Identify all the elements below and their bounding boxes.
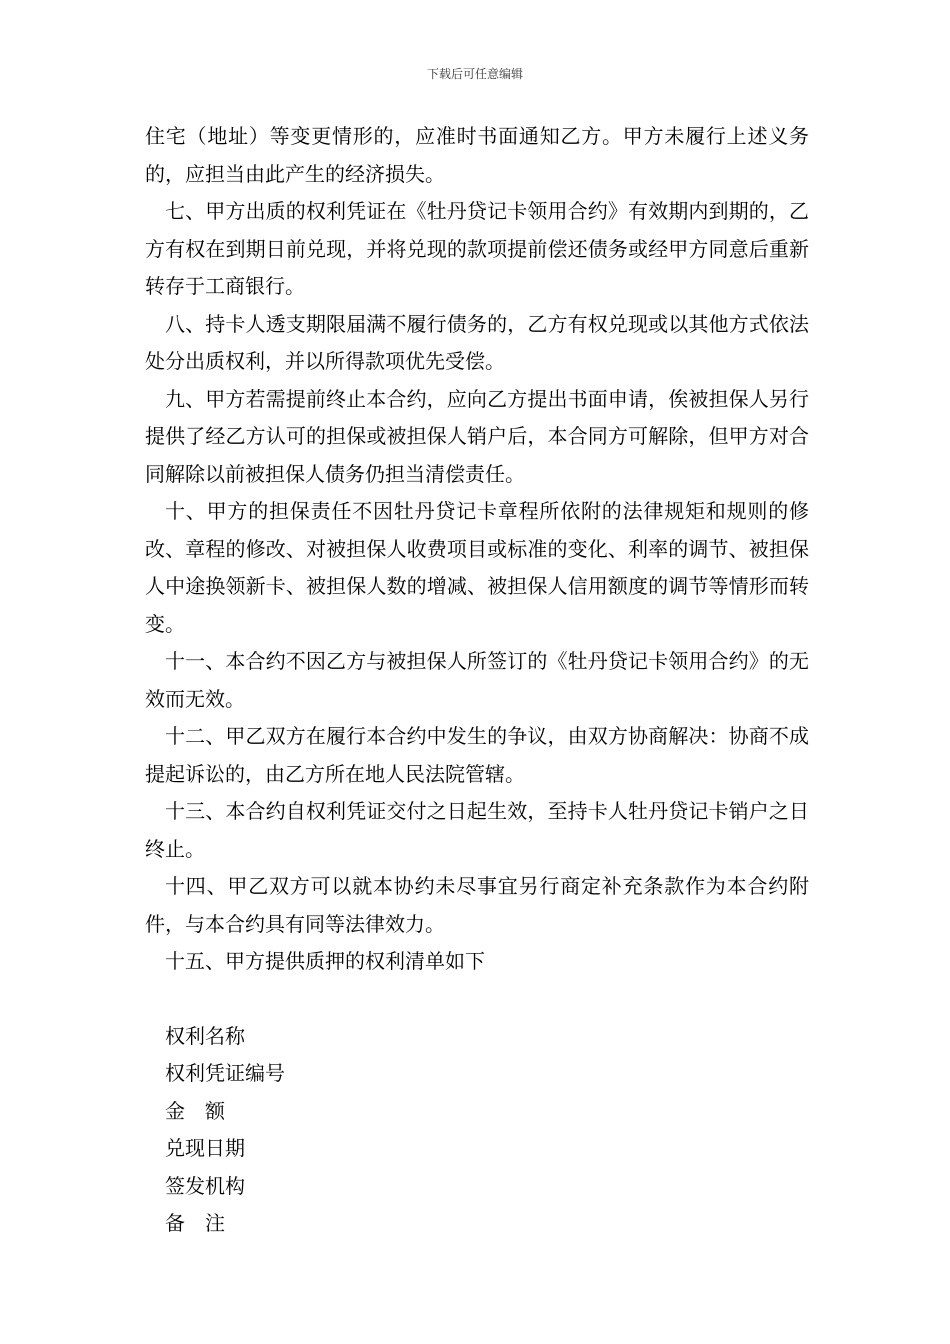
clause-8: 八、持卡人透支期限届满不履行债务的，乙方有权兑现或以其他方式依法处分出质权利，并以所得款项优先受偿。 <box>145 311 809 373</box>
page-header-note: 下载后可任意编辑 <box>426 67 523 81</box>
clause-9: 九、甲方若需提前终止本合约，应向乙方提出书面申请，俟被担保人另行提供了经乙方认可的担保或被担保人销户后，本合同方可解除，但甲方对合同解除以前被担保人债务仍担当清偿责任。 <box>145 386 809 486</box>
paragraph-continuation: 住宅（地址）等变更情形的，应准时书面通知乙方。甲方未履行上述义务的，应担当由此产生的经济损失。 <box>145 124 809 186</box>
rights-field-redemption-date: 兑现日期 <box>165 1136 245 1160</box>
contract-body <box>145 118 809 1243</box>
clause-13: 十三、本合约自权利凭证交付之日起生效，至持卡人牡丹贷记卡销户之日终止。 <box>145 799 809 861</box>
clause-15: 十五、甲方提供质押的权利清单如下 <box>165 949 485 973</box>
rights-field-remarks: 备 注 <box>165 1211 225 1235</box>
clause-7: 七、甲方出质的权利凭证在《牡丹贷记卡领用合约》有效期内到期的，乙方有权在到期日前兑现，并将兑现的款项提前偿还债务或经甲方同意后重新转存于工商银行。 <box>145 199 809 298</box>
clause-14: 十四、甲乙双方可以就本协约未尽事宜另行商定补充条款作为本合约附件，与本合约具有同等法律效力。 <box>145 874 809 936</box>
clause-11: 十一、本合约不因乙方与被担保人所签订的《牡丹贷记卡领用合约》的无效而无效。 <box>145 649 809 711</box>
clause-12: 十二、甲乙双方在履行本合约中发生的争议，由双方协商解决：协商不成提起诉讼的，由乙方所在地人民法院管辖。 <box>145 724 809 786</box>
rights-field-certificate-number: 权利凭证编号 <box>165 1061 285 1085</box>
clause-10: 十、甲方的担保责任不因牡丹贷记卡章程所依附的法律规矩和规则的修改、章程的修改、对被担保人收费项目或标准的变化、利率的调节、被担保人中途换领新卡、被担保人数的增减、被担保人信用额度的调节等情形而转变。 <box>145 499 809 636</box>
rights-list <box>145 1018 809 1243</box>
rights-field-amount: 金 额 <box>165 1098 225 1123</box>
rights-field-issuer: 签发机构 <box>165 1173 245 1198</box>
spacer <box>145 981 809 1018</box>
rights-field-name: 权利名称 <box>165 1023 245 1048</box>
